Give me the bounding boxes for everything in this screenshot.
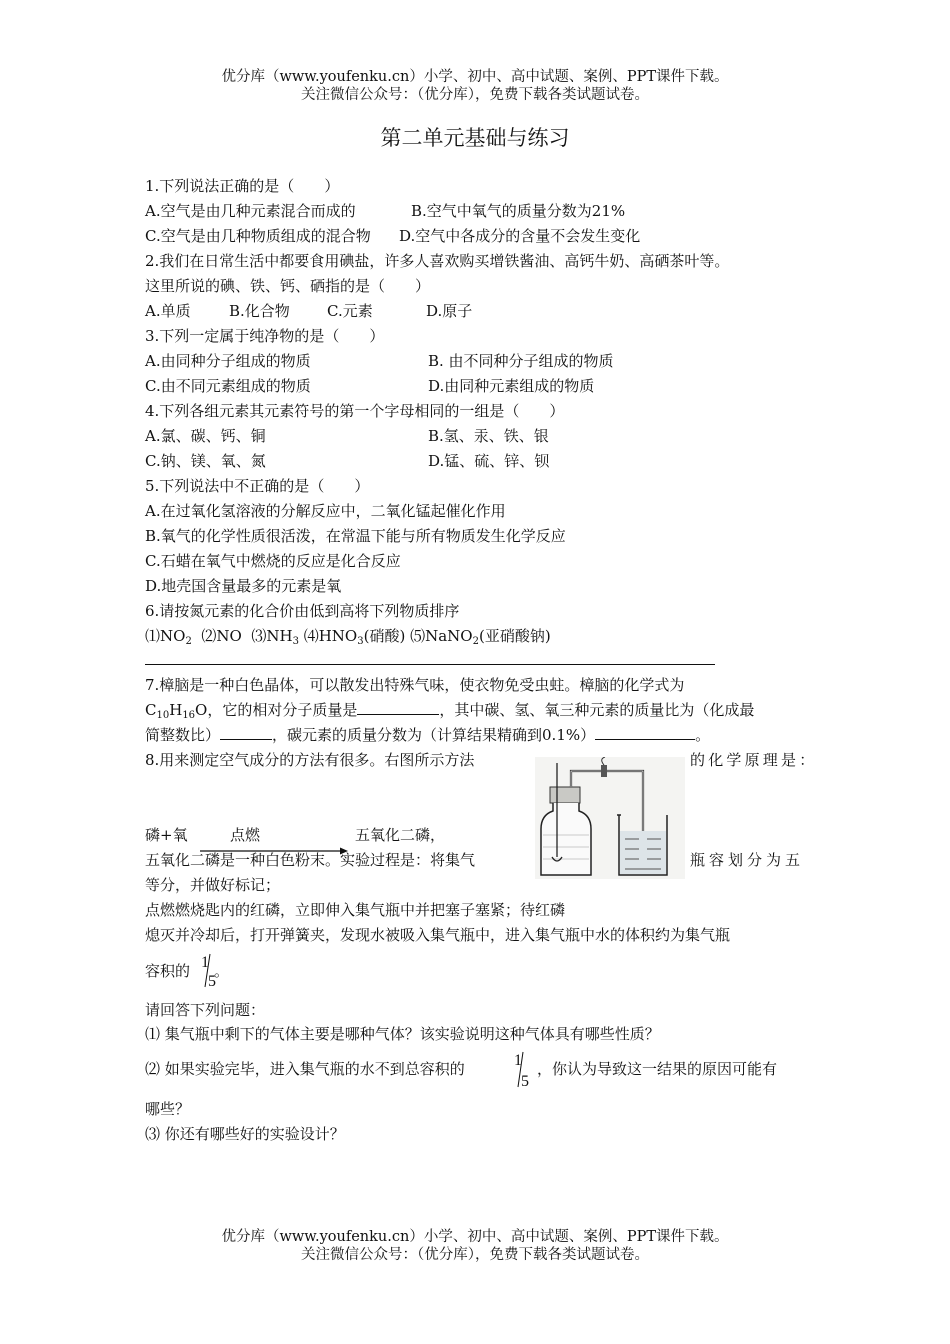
q8-line-5: 点燃燃烧匙内的红磷，立即伸入集气瓶中并把塞子塞紧；待红磷 — [145, 901, 566, 919]
q8-equation-condition: 点燃 — [230, 826, 261, 844]
q2-option-a: A.单质 — [145, 302, 191, 320]
svg-text:1: 1 — [201, 954, 209, 971]
q3-stem: 3.下列一定属于纯净物的是（ ） — [145, 327, 385, 345]
q5-option-c: C.石蜡在氧气中燃烧的反应是化合反应 — [145, 552, 401, 570]
q6-item-4: $⑷HNO_3$(硝酸) — [303, 627, 406, 647]
q7-line-2: $C_{10}H_{16}O$，它的相对分子质量是 ，其中碳、氢、氧三种元素的质量比为（化成最 — [145, 701, 755, 721]
q5-option-b: B.氧气的化学性质很活泼，在常温下能与所有物质发生化学反应 — [145, 527, 566, 545]
q4-option-a: A.氯、碳、钙、铜 — [145, 427, 266, 445]
q6-item-2: ⑵NO — [201, 627, 242, 645]
q1-stem: 1.下列说法正确的是（ ） — [145, 177, 340, 195]
site-header-line2: 关注微信公众号：（优分库），免费下载各类试题试卷。 — [301, 87, 649, 103]
q8-equation-right: 五氧化二磷， — [355, 826, 446, 844]
q2-option-d: D.原子 — [426, 302, 473, 320]
site-footer-line1: 优分库（www.youfenku.cn）小学、初中、高中试题、案例、PPT课件下载。 — [221, 1229, 729, 1245]
q8-sub-1: ⑴ 集气瓶中剩下的气体主要是哪种气体？该实验说明这种气体具有哪些性质？ — [145, 1025, 660, 1043]
q5-option-a: A.在过氧化氢溶液的分解反应中，二氧化锰起催化作用 — [145, 502, 506, 520]
q6-answer-line — [145, 664, 715, 665]
site-header-line1: 优分库（www.youfenku.cn）小学、初中、高中试题、案例、PPT课件下载。 — [221, 69, 729, 85]
q7-line-3: 简整数比） ，碳元素的质量分数为（计算结果精确到0.1%） 。 — [145, 726, 711, 744]
q8-line-3a: 五氧化二磷是一种白色粉末。实验过程是：将集气 — [145, 851, 476, 869]
svg-text:1: 1 — [514, 1052, 522, 1069]
q5-stem: 5.下列说法中不正确的是（ ） — [145, 477, 370, 495]
q8-line-4: 等分，并做好标记； — [145, 876, 281, 894]
q7-line-1: 7.樟脑是一种白色晶体，可以散发出特殊气味，使衣物免受虫蛀。樟脑的化学式为 — [145, 676, 685, 694]
q1-option-c: C.空气是由几种物质组成的混合物 — [145, 227, 371, 245]
q8-sub-2c: 哪些？ — [145, 1100, 191, 1118]
q6-item-1: $⑴NO_2$ — [145, 627, 192, 647]
q3-option-c: C.由不同元素组成的物质 — [145, 377, 311, 395]
q8-line-3b: 瓶容划分为五 — [690, 851, 805, 869]
q8-line-6: 熄灭并冷却后，打开弹簧夹，发现水被吸入集气瓶中，进入集气瓶中水的体积约为集气瓶 — [145, 926, 731, 944]
q6-stem: 6.请按氮元素的化合价由低到高将下列物质排序 — [145, 602, 460, 620]
q8-line-7: 容积的 。 — [145, 962, 230, 980]
q6-item-3: $⑶NH_3$ — [251, 627, 299, 647]
q6-item-5: ⑸NaNO$_2$(亚硝酸钠) — [410, 627, 551, 647]
q2-stem-2: 这里所说的碘、铁、钙、硒指的是（ ） — [145, 277, 431, 295]
page-title: 第二单元基础与练习 — [380, 126, 570, 150]
q2-option-c: C.元素 — [327, 302, 373, 320]
q2-stem-1: 2.我们在日常生活中都要食用碘盐，许多人喜欢购买增铁酱油、高钙牛奶、高硒茶叶等。 — [145, 252, 730, 270]
q8-equation-left: 磷+氧 — [145, 826, 188, 844]
q8-ask: 请回答下列问题： — [145, 1001, 266, 1019]
q8-line-1b: 的化学原理是： — [690, 751, 818, 769]
svg-text:5: 5 — [521, 1073, 529, 1090]
q7-blank-carbon-fraction[interactable] — [595, 725, 695, 740]
svg-text:5: 5 — [208, 973, 216, 990]
q6-items — [145, 626, 551, 646]
apparatus-diagram-icon — [535, 757, 685, 879]
q7-blank-molar-mass[interactable] — [357, 700, 439, 715]
q2-option-b: B.化合物 — [229, 302, 290, 320]
q8-sub-3: ⑶ 你还有哪些好的实验设计？ — [145, 1125, 345, 1143]
q3-option-b: B. 由不同种分子组成的物质 — [428, 352, 614, 370]
q3-option-a: A.由同种分子组成的物质 — [145, 352, 311, 370]
fraction-one-fifth-icon-2 — [510, 1048, 534, 1090]
q4-option-b: B.氢、汞、铁、银 — [428, 427, 549, 445]
q4-option-c: C.钠、镁、氧、氮 — [145, 452, 266, 470]
q7-blank-mass-ratio[interactable] — [220, 725, 272, 740]
q3-option-d: D.由同种元素组成的物质 — [428, 377, 595, 395]
q8-sub-2b: ，你认为导致这一结果的原因可能有 — [537, 1060, 778, 1078]
q8-line-1a: 8.用来测定空气成分的方法有很多。右图所示方法 — [145, 751, 475, 769]
fraction-one-fifth-icon — [197, 950, 221, 990]
q1-option-d: D.空气中各成分的含量不会发生变化 — [399, 227, 641, 245]
q1-option-b: B.空气中氧气的质量分数为21% — [411, 202, 626, 220]
q4-option-d: D.锰、硫、锌、钡 — [428, 452, 550, 470]
q8-sub-2a: ⑵ 如果实验完毕，进入集气瓶的水不到总容积的 — [145, 1060, 465, 1078]
q1-option-a: A.空气是由几种元素混合而成的 — [145, 202, 356, 220]
q4-stem: 4.下列各组元素其元素符号的第一个字母相同的一组是（ ） — [145, 402, 565, 420]
site-footer-line2: 关注微信公众号：（优分库），免费下载各类试题试卷。 — [301, 1247, 649, 1263]
q5-option-d: D.地壳国含量最多的元素是氧 — [145, 577, 342, 595]
